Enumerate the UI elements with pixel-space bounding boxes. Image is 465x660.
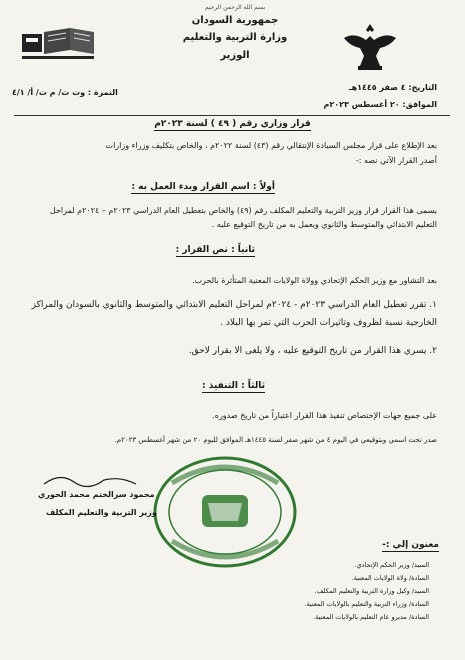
country-name: جمهورية السودان: [191, 15, 279, 26]
addressee-item: السادة/ وزراء التربية والتعليم بالولايات المعنية.: [304, 600, 429, 608]
issued-statement: صدر تحت اسمي وبتوقيعي في اليوم ٤ من شهر صفر لسنة ١٤٤٥هـ الموافق لليوم ٢٠ من شهر أغسطس ٢٠٢٣م.: [114, 436, 437, 444]
addressee-item: السادة/ مديرو عام التعليم بالولايات المعنية.: [313, 613, 429, 621]
ministry-name: وزارة التربية والتعليم: [182, 32, 288, 43]
office-name: الوزير: [220, 50, 250, 61]
secretary-bird-emblem-icon: [340, 22, 400, 72]
addressee-item: السيد/ وزير الحكم الإتحادي.: [354, 561, 429, 569]
preamble: بعد الإطلاع على قرار مجلس السيادة الإنتقالي رقم (٤٣) لسنة ٢٠٢٢م ، والخاص بتكليف وزراء وزارات: [105, 141, 437, 150]
signatory-name: محمود سرالختم محمد الحوري: [38, 490, 155, 499]
preamble-result: أصدر القرار الآتي نصه :-: [355, 156, 437, 165]
basmala: بسم الله الرحمن الرحيم: [204, 4, 266, 11]
section1-title: أولاً : اسم القرار وبدء العمل به :: [131, 182, 275, 192]
official-stamp: [150, 455, 300, 570]
date-hijri: التاريخ: ٤ صفر ١٤٤٥هـ: [348, 83, 437, 92]
sudan-emblem: [340, 22, 400, 72]
section2-title: ثانياً : نص القرار :: [175, 245, 255, 255]
addressee-item: السادة/ ولاة الولايات المعنية.: [351, 574, 429, 582]
decision-title: قرار وزاري رقم ( ٤٩ ) لسنة ٢٠٢٣م: [154, 119, 311, 129]
section2-item2: ٢. يسري هذا القرار من تاريخ التوقيع عليه ، ولا يلغى الا بقرار لاحق.: [188, 346, 437, 356]
section3-title: ثالثاً : التنفيذ :: [202, 381, 265, 391]
section2-item1: ١. تقرر تعطيل العام الدراسي ٢٠٢٣م - ٢٠٢٤م لمراحل التعليم الابتدائي والمتوسط والثانوي بالسودان والمراكز الخارجية نسبة لظروف وتاثيرات الحرب التي تمر بها البلاد .: [31, 300, 437, 328]
header-divider: [14, 115, 450, 116]
stamp-seal-icon: [150, 455, 300, 570]
ministry-logo: [18, 24, 98, 64]
book-logo-icon: [18, 24, 98, 64]
signature-scribble-icon: [40, 470, 150, 490]
addressees-heading: معنون إلي :-: [382, 540, 439, 550]
section3-text: على جميع جهات الإختصاص تنفيذ هذا القرار اعتباراً من تاريخ صدوره.: [212, 411, 437, 420]
addressee-item: السيد/ وكيل وزارة التربية والتعليم المكلف.: [314, 587, 429, 595]
handwritten-signature: [40, 470, 150, 490]
reference-number: النمرة : وت ت/ م ت/ أ/ ٤/١: [12, 88, 118, 97]
section2-intro: بعد التشاور مع وزير الحكم الإتحادي وولاة الولايات المعنية المتأثرة بالحرب.: [191, 276, 437, 285]
date-gregorian: الموافق: ٢٠ أغسطس ٢٠٢٣م: [323, 100, 437, 109]
section1-text: يسمى هذا القرار قرار وزير التربية والتعليم المكلف رقم (٤٩) والخاص بتعطيل العام الدراسي ٢٠٢٣م – ٢٠٢٤م لمراحل التعليم الابتدائي والمتوسط والثانوي ويعمل به من تاريخ التوقيع عليه .: [49, 206, 437, 229]
signatory-title: وزير التربية والتعليم المكلف: [46, 508, 157, 517]
